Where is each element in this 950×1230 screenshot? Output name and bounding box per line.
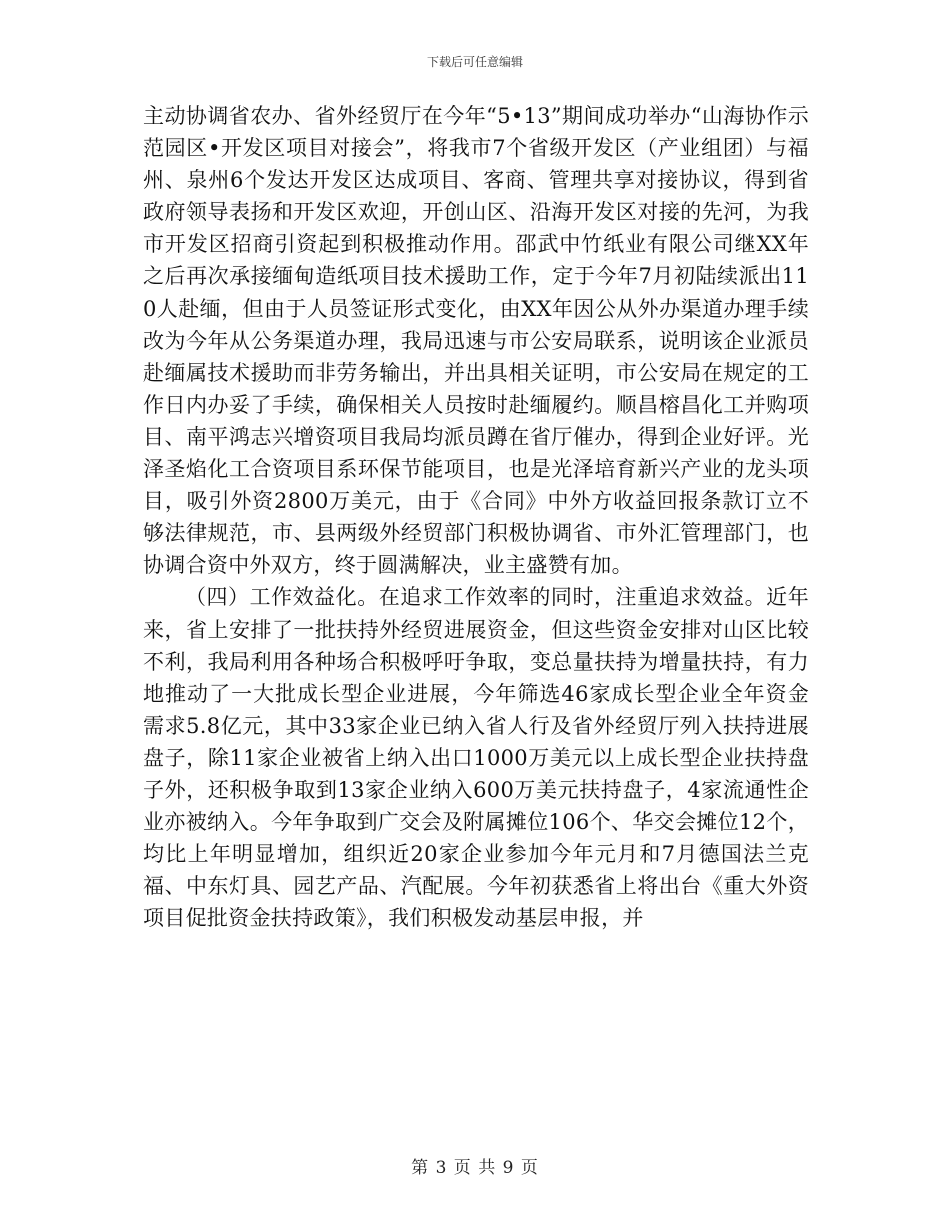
page-footer: 第 3 页 共 9 页 [411, 1158, 539, 1178]
document-body [143, 100, 809, 934]
paragraph-1: 主动协调省农办、省外经贸厅在今年“5•13”期间成功举办“山海协作示范园区•开发区项目对接会”，将我市7个省级开发区（产业组团）与福州、泉州6个发达开发区达成项目、客商、管理共享对接协议，得到省政府领导表扬和开发区欢迎，开创山区、沿海开发区对接的先河，为我市开发区招商引资起到积极推动作用。邵武中竹纸业有限公司继XX年之后再次承接缅甸造纸项目技术援助工作，定于今年7月初陆续派出110人赴缅，但由于人员签证形式变化，由XX年因公从外办渠道办理手续改为今年从公务渠道办理，我局迅速与市公安局联系，说明该企业派员赴缅属技术援助而非劳务输出，并出具相关证明，市公安局在规定的工作日内办妥了手续，确保相关人员按时赴缅履约。顺昌榕昌化工并购项目、南平鸿志兴增资项目我局均派员蹲在省厅催办，得到企业好评。光泽圣焰化工合资项目系环保节能项目，也是光泽培育新兴产业的龙头项目，吸引外资2800万美元，由于《合同》中外方收益回报条款订立不够法律规范，市、县两级外经贸部门积极协调省、市外汇管理部门，也协调合资中外双方，终于圆满解决，业主盛赞有加。 [143, 104, 809, 578]
paragraph-2: （四）工作效益化。在追求工作效率的同时，注重追求效益。近年来，省上安排了一批扶持外经贸进展资金，但这些资金安排对山区比较不利，我局利用各种场合积极呼吁争取，变总量扶持为增量扶持，有力地推动了一大批成长型企业进展，今年筛选46家成长型企业全年资金需求5.8亿元，其中33家企业已纳入省人行及省外经贸厅列入扶持进展盘子，除11家企业被省上纳入出口1000万美元以上成长型企业扶持盘子外，还积极争取到13家企业纳入600万美元扶持盘子，4家流通性企业亦被纳入。今年争取到广交会及附属摊位106个、华交会摊位12个，均比上年明显增加，组织近20家企业参加今年元月和7月德国法兰克福、中东灯具、园艺产品、汽配展。今年初获悉省上将出台《重大外资项目促批资金扶持政策》，我们积极发动基层申报，并 [143, 585, 809, 931]
page-header: 下载后可任意编辑 [426, 55, 523, 69]
